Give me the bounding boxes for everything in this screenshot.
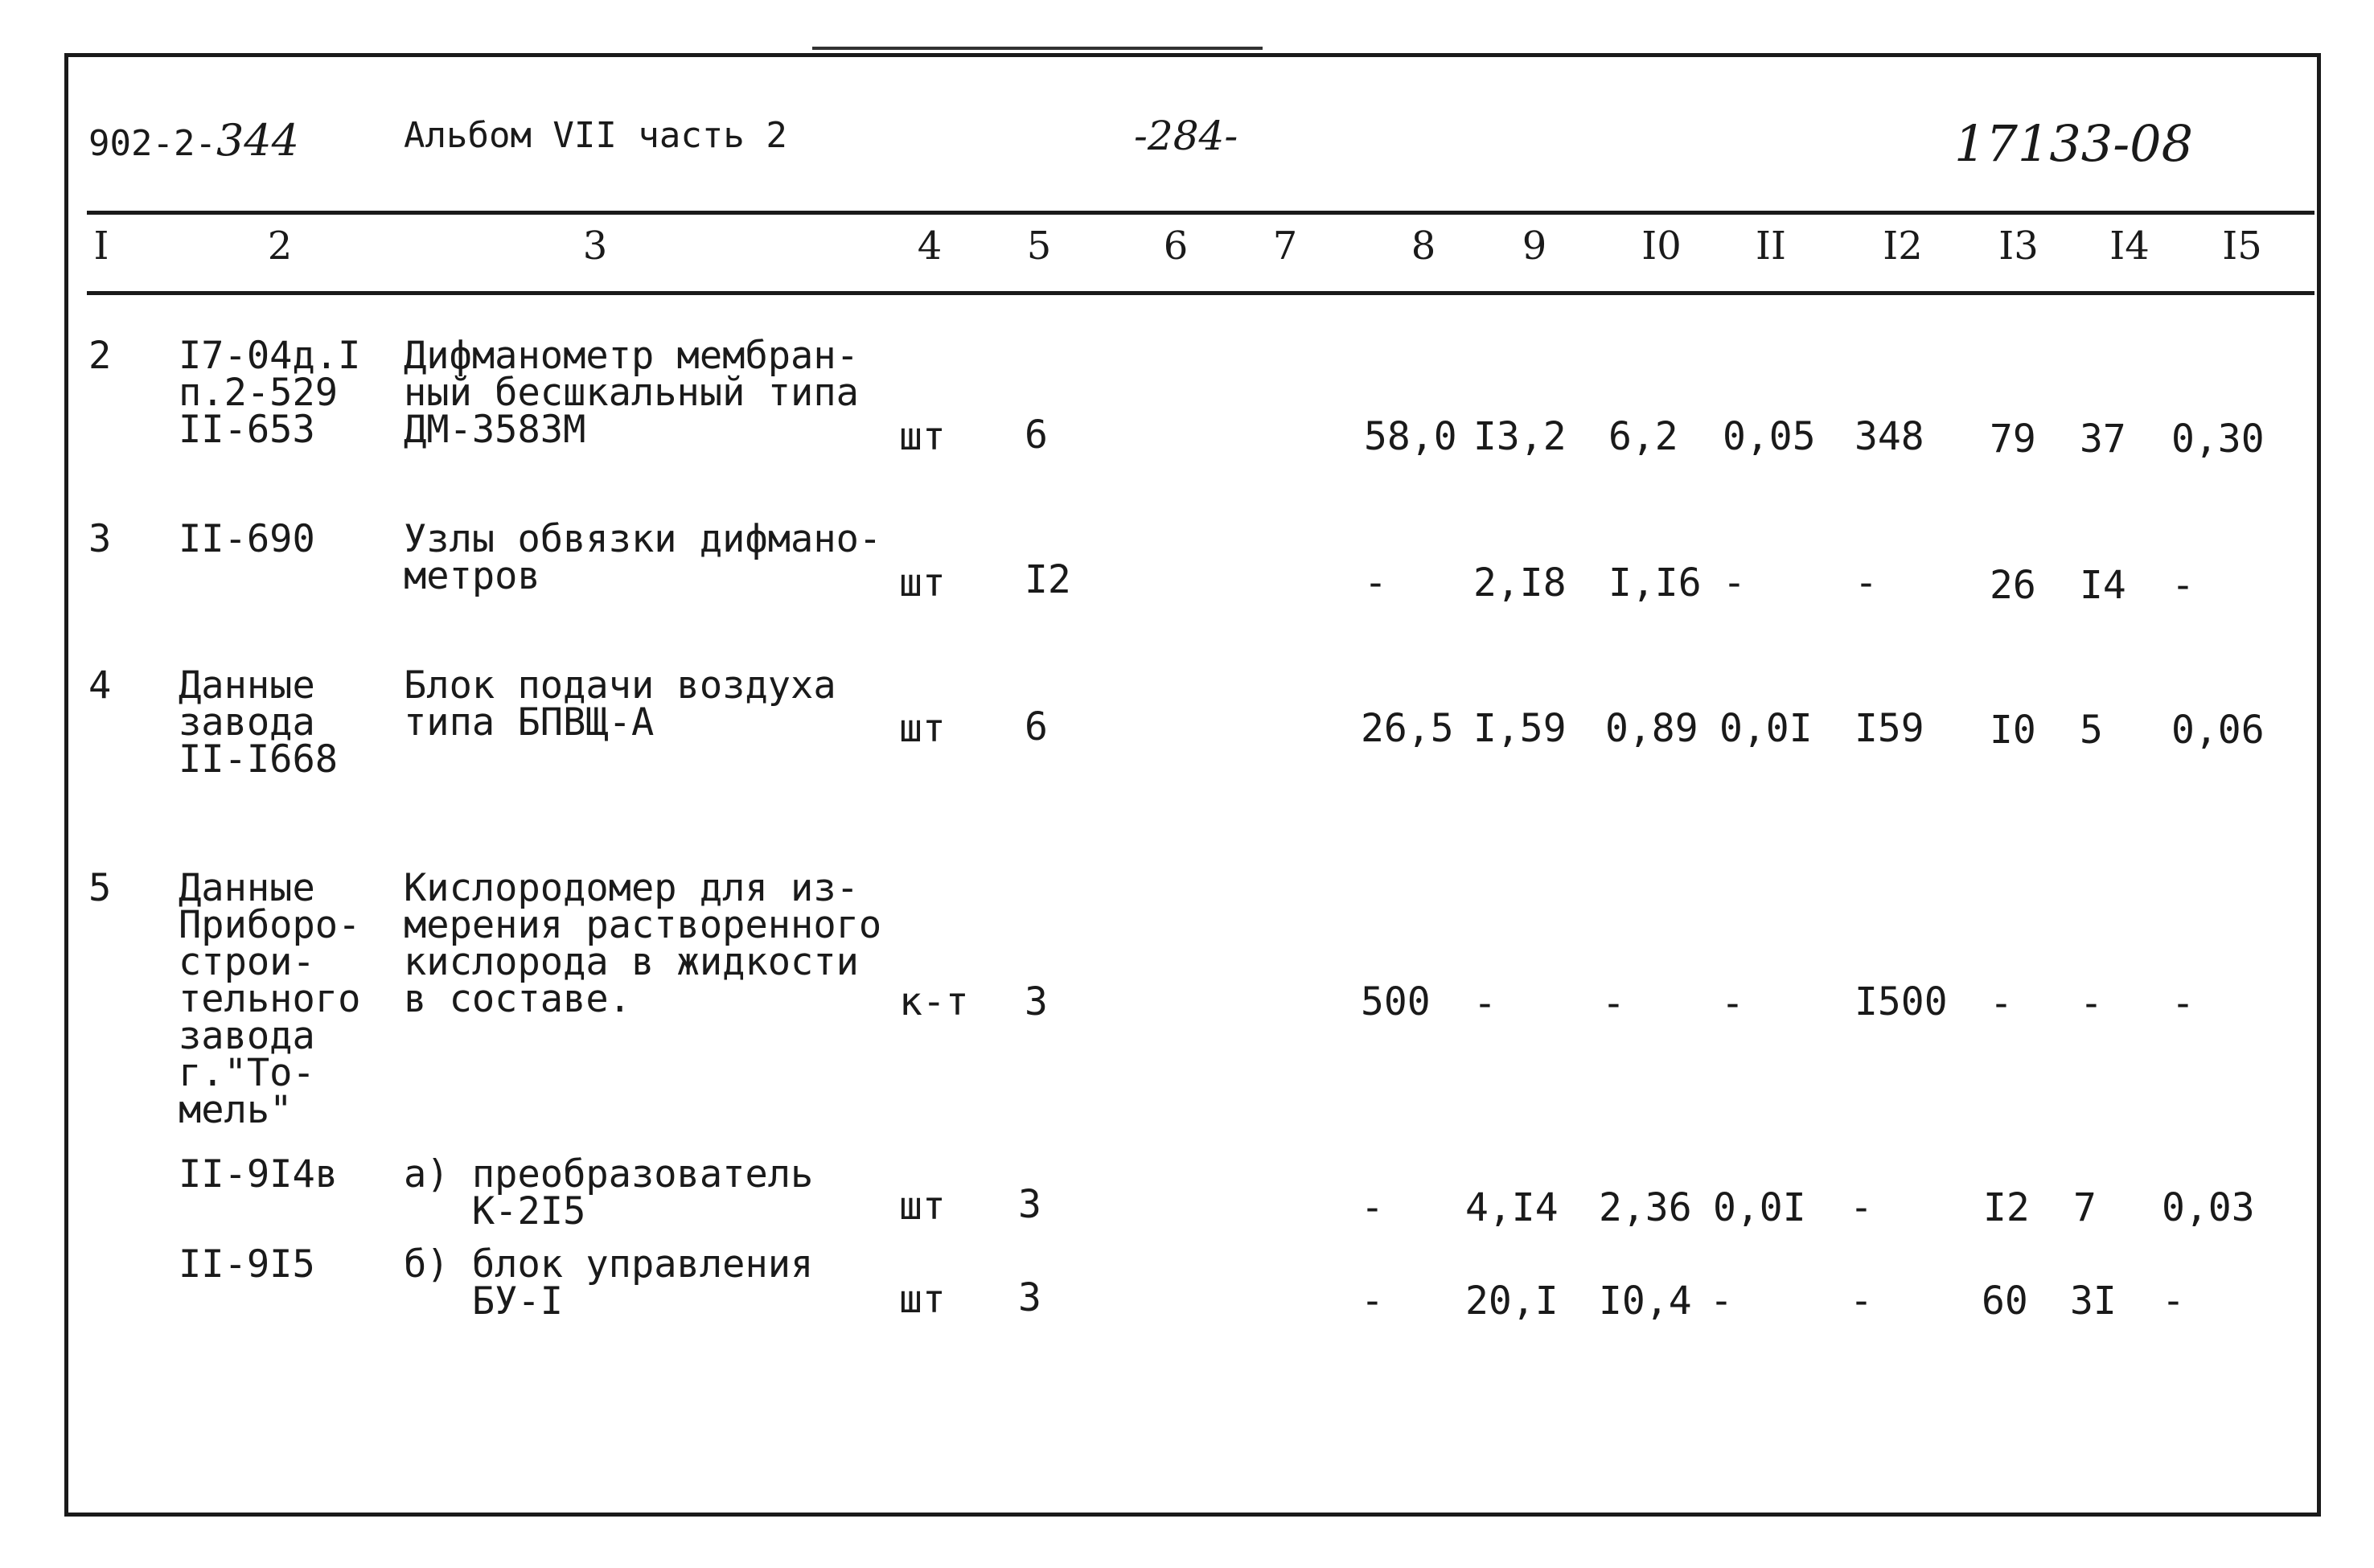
row-quantity: 6 [1025, 704, 1048, 749]
row-unit: шт [899, 1184, 946, 1229]
row-quantity: 3 [1018, 1182, 1041, 1227]
row-col13: 79 [1990, 417, 2036, 462]
col-header: 6 [1163, 224, 1189, 269]
row-col11: 0,0I [1719, 706, 1813, 751]
row-unit: шт [899, 706, 946, 751]
row-col11: - [1710, 1279, 1733, 1324]
row-col15: 0,06 [2171, 708, 2265, 753]
album-label: Альбом VII часть 2 [404, 115, 787, 156]
row-reference: II-9I4в [179, 1152, 339, 1197]
doc-code-printed: 902-2- [88, 123, 216, 164]
row-col8: 26,5 [1361, 706, 1454, 751]
col-header: 8 [1411, 224, 1436, 269]
row-col14: 5 [2080, 708, 2103, 753]
row-quantity: 3 [1025, 979, 1048, 1024]
row-col10: 0,89 [1605, 706, 1698, 751]
row-quantity: 6 [1025, 413, 1048, 458]
row-reference: I7-04д.I п.2-529 II-653 [179, 334, 361, 452]
row-col14: I4 [2080, 563, 2126, 608]
row-col12: - [1850, 1185, 1873, 1230]
row-col12: I500 [1854, 979, 1948, 1024]
col-header: 3 [582, 224, 608, 269]
row-col13: 60 [1982, 1279, 2028, 1324]
row-description: Дифманометр мембран- ный бесшкальный типа ДМ-3583М [404, 334, 859, 452]
row-col13: 26 [1990, 563, 2036, 608]
doc-code [88, 115, 299, 166]
row-quantity: 3 [1018, 1275, 1041, 1320]
col-header: I2 [1883, 224, 1923, 269]
row-reference: II-690 [179, 517, 315, 561]
col-header: I5 [2222, 224, 2262, 269]
row-col9: I3,2 [1473, 414, 1567, 459]
col-header: 2 [267, 224, 293, 269]
row-col14: 3I [2070, 1279, 2117, 1324]
row-col10: 6,2 [1608, 414, 1678, 459]
page-number: -284- [1134, 113, 1238, 159]
row-col11: - [1723, 560, 1746, 605]
row-col12: 348 [1854, 414, 1924, 459]
row-col10: 2,36 [1599, 1185, 1692, 1230]
col-header: I0 [1641, 224, 1682, 269]
row-reference: Данные завода II-I668 [179, 663, 339, 782]
row-col8: - [1361, 1279, 1384, 1324]
row-col8: - [1364, 560, 1387, 605]
row-col14: 37 [2080, 417, 2126, 462]
row-col14: - [2080, 981, 2103, 1026]
row-col13: I2 [1983, 1185, 2030, 1230]
col-header: II [1756, 224, 1786, 269]
row-col15: - [2162, 1279, 2185, 1324]
top-edge-mark [812, 47, 1263, 50]
row-description: Узлы обвязки дифмано- метров [404, 517, 882, 598]
header-bottom-rule [87, 291, 2314, 295]
row-col10: I,I6 [1608, 560, 1702, 605]
row-col8: 500 [1361, 979, 1431, 1024]
col-header: 7 [1272, 224, 1298, 269]
row-col10: I0,4 [1599, 1279, 1692, 1324]
row-number: 4 [88, 663, 112, 708]
col-header: I3 [1998, 224, 2039, 269]
row-col9: 20,I [1465, 1279, 1559, 1324]
row-reference: II-9I5 [179, 1242, 315, 1287]
row-col12: I59 [1854, 706, 1924, 751]
header-top-rule [87, 211, 2314, 215]
row-col9: 4,I4 [1465, 1185, 1559, 1230]
row-col10: - [1602, 981, 1625, 1026]
row-unit: к-т [899, 979, 969, 1024]
row-col11: 0,0I [1713, 1185, 1806, 1230]
row-col13: I0 [1990, 708, 2036, 753]
row-description: Блок подачи воздуха типа БПВЩ-А [404, 663, 836, 745]
row-description: б) блок управления БУ-I [404, 1242, 814, 1324]
row-number: 3 [88, 517, 112, 561]
row-col9: 2,I8 [1473, 560, 1567, 605]
row-col12: - [1854, 560, 1878, 605]
row-col9: I,59 [1473, 706, 1567, 751]
row-col15: 0,03 [2162, 1185, 2255, 1230]
row-number: 2 [88, 334, 112, 378]
col-header: I [93, 224, 109, 269]
row-col12: - [1850, 1279, 1873, 1324]
row-col14: 7 [2073, 1185, 2097, 1230]
row-description: Кислородомер для из- мерения растворенного кислорода в жидкости в составе. [404, 866, 882, 1021]
row-unit: шт [899, 560, 946, 605]
row-number: 5 [88, 866, 112, 910]
row-unit: шт [899, 1277, 946, 1322]
row-col8: - [1361, 1185, 1384, 1230]
col-header: 4 [917, 224, 943, 269]
row-col15: - [2171, 563, 2195, 608]
col-header: 5 [1026, 224, 1052, 269]
col-header: 9 [1522, 224, 1547, 269]
row-col9: - [1473, 981, 1497, 1026]
row-quantity: I2 [1025, 557, 1071, 602]
doc-code-handwritten: 344 [216, 115, 300, 166]
row-col11: - [1721, 981, 1744, 1026]
row-description: а) преобразователь К-2I5 [404, 1152, 814, 1233]
document-number: 17133-08 [1954, 114, 2194, 173]
row-unit: шт [899, 414, 946, 459]
row-col8: 58,0 [1364, 414, 1457, 459]
row-col15: 0,30 [2171, 417, 2265, 462]
col-header: I4 [2109, 224, 2150, 269]
row-col13: - [1990, 981, 2013, 1026]
row-col11: 0,05 [1723, 414, 1816, 459]
row-reference: Данные Приборо- строи- тельного завода г."То- мель" [179, 866, 361, 1132]
row-col15: - [2171, 981, 2195, 1026]
